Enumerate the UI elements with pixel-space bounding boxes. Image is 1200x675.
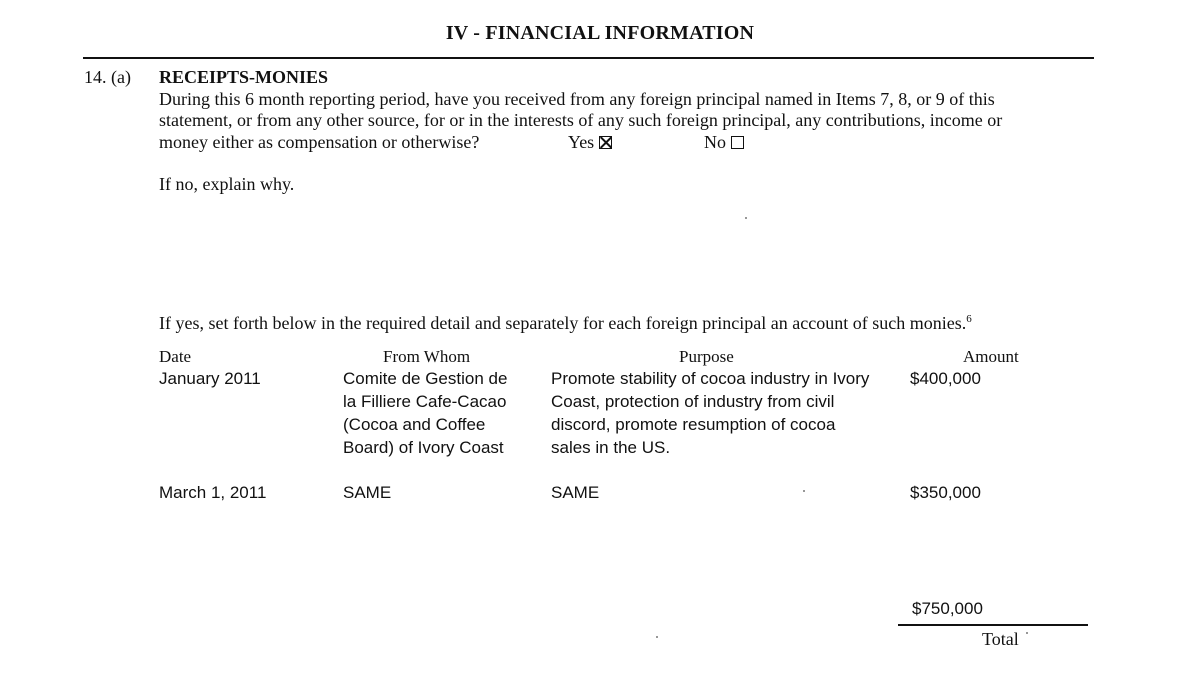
item-heading: RECEIPTS-MONIES (159, 67, 329, 87)
column-header-date: Date (159, 347, 192, 366)
column-header-purpose: Purpose (679, 347, 734, 366)
section-title: IV - FINANCIAL INFORMATION (445, 22, 755, 44)
no-option[interactable] (704, 132, 744, 153)
question-line: money either as compensation or otherwise? (159, 132, 480, 152)
question-line: statement, or from any other source, for or in the interests of any such foreign principal, any contributions, income or (159, 110, 1003, 130)
table-row-amount: $400,000 (910, 369, 981, 388)
total-label: Total (982, 629, 1019, 649)
table-row-purpose: SAME (551, 483, 600, 502)
yes-option[interactable] (568, 132, 612, 153)
from-whom-line: Comite de Gestion de (343, 369, 508, 388)
total-amount: $750,000 (912, 599, 983, 618)
purpose-line: discord, promote resumption of cocoa (551, 415, 836, 434)
if-no-instruction: If no, explain why. (159, 174, 295, 194)
no-label: No (704, 132, 726, 152)
item-number: 14. (a) (84, 67, 131, 87)
footnote-ref: 6 (966, 313, 972, 325)
purpose-line: Promote stability of cocoa industry in Ivory (551, 369, 870, 388)
table-row-amount: $350,000 (910, 483, 981, 502)
scan-speck (1026, 632, 1028, 634)
section-divider (83, 57, 1094, 59)
table-row-from-whom (343, 367, 507, 459)
scan-speck (656, 636, 658, 638)
table-row-purpose (551, 367, 869, 459)
from-whom-line: Board) of Ivory Coast (343, 438, 504, 457)
table-row-date: March 1, 2011 (159, 483, 267, 502)
no-checkbox[interactable] (731, 136, 744, 149)
column-header-amount: Amount (963, 347, 1019, 366)
total-rule (898, 624, 1088, 626)
scan-speck (803, 490, 805, 492)
table-row-date: January 2011 (159, 369, 261, 388)
if-yes-instruction (159, 313, 972, 334)
from-whom-line: la Filliere Cafe-Cacao (343, 392, 507, 411)
table-row-from-whom: SAME (343, 483, 392, 502)
yes-label: Yes (568, 132, 595, 152)
purpose-line: Coast, protection of industry from civil (551, 392, 835, 411)
column-header-from-whom: From Whom (383, 347, 471, 366)
if-yes-text: If yes, set forth below in the required detail and separately for each foreign principal an account of such monies. (159, 313, 967, 333)
from-whom-line: (Cocoa and Coffee (343, 415, 486, 434)
scan-speck (745, 217, 747, 219)
yes-checkbox[interactable] (599, 136, 612, 149)
purpose-line: sales in the US. (551, 438, 671, 457)
question-line: During this 6 month reporting period, have you received from any foreign principal named in Items 7, 8, or 9 of this (159, 89, 995, 109)
